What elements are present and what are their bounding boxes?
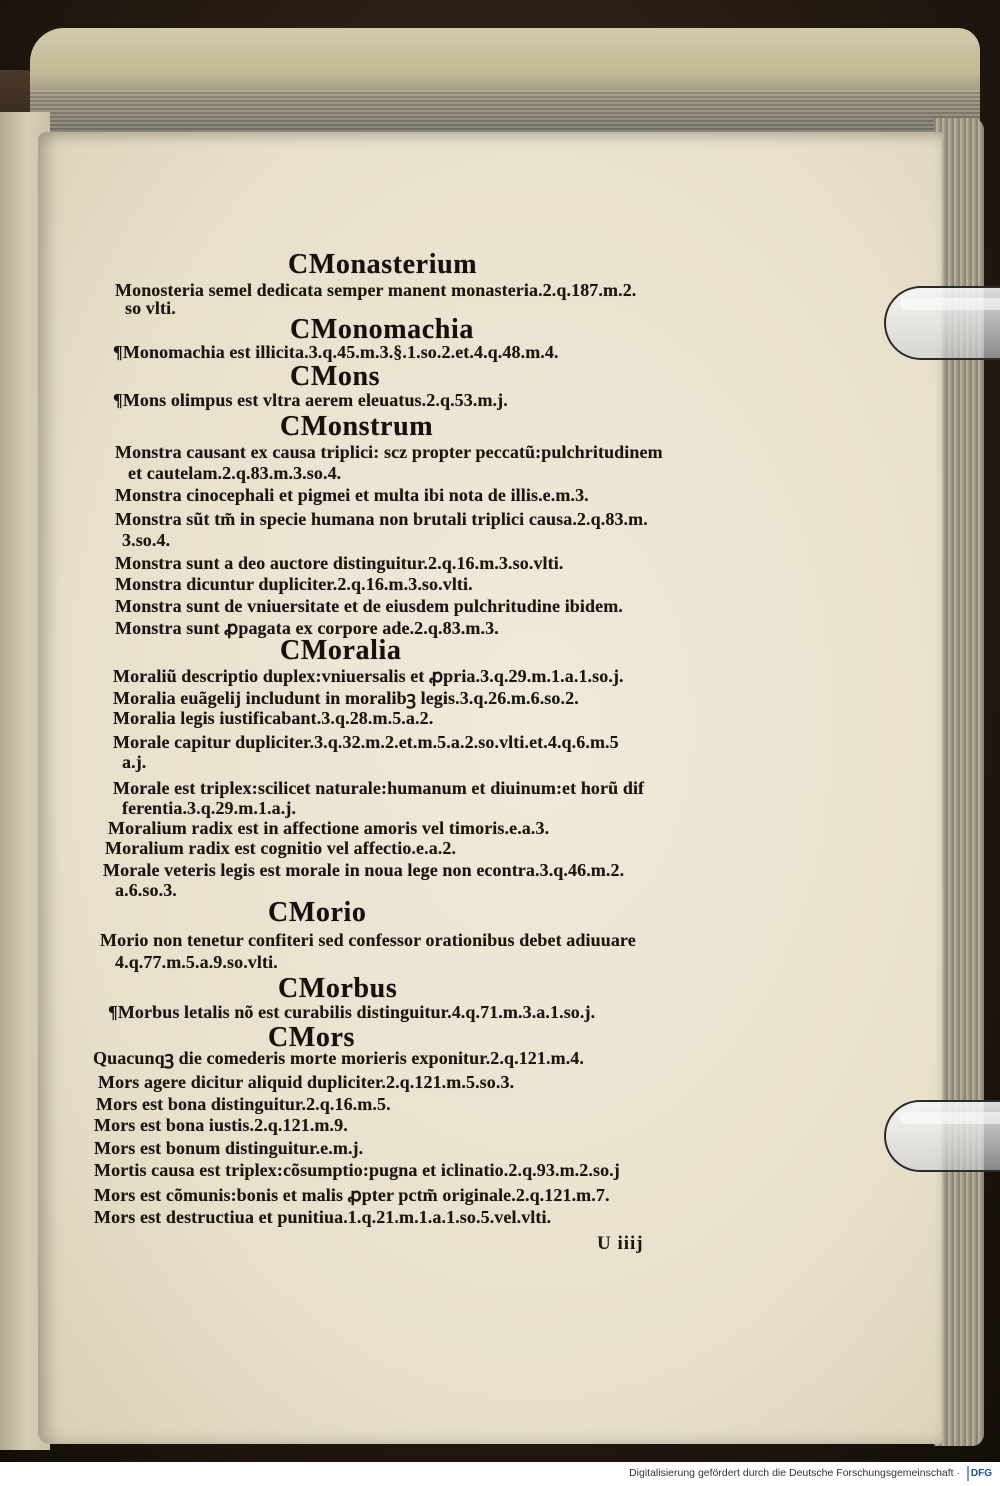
entry-line: Mors agere dicitur aliquid dupliciter.2.q.121.m.5.so.3.	[98, 1072, 515, 1092]
entry-line: Monosteria semel dedicata semper manent monasteria.2.q.187.m.2.	[115, 280, 637, 300]
entry-heading: CMorbus	[278, 973, 398, 1004]
entry-line: Morale est triplex:scilicet naturale:humanum et diuinum:et horũ dif	[113, 778, 645, 798]
entry-line: Mors est bona iustis.2.q.121.m.9.	[94, 1115, 348, 1135]
entry-line: Moralium radix est cognitio vel affectio.e.a.2.	[105, 838, 457, 858]
funding-credit: Digitalisierung gefördert durch die Deutsche Forschungsgemeinschaft ·	[629, 1467, 960, 1479]
entry-line: et cautelam.2.q.83.m.3.so.4.	[128, 463, 342, 483]
entry-line: Monstra sunt ꝓpagata ex corpore ade.2.q.83.m.3.	[115, 618, 499, 638]
entry-line: ¶Morbus letalis nõ est curabilis distinguitur.4.q.71.m.3.a.1.so.j.	[108, 1002, 596, 1022]
page-clip	[884, 286, 1000, 360]
entry-line: Mortis causa est triplex:cõsumptio:pugna et iclinatio.2.q.93.m.2.so.j	[94, 1160, 620, 1180]
dfg-logo: DFG	[967, 1466, 994, 1481]
page-clip	[884, 1100, 1000, 1172]
entry-heading: CMors	[268, 1022, 355, 1053]
entry-line: ferentia.3.q.29.m.1.a.j.	[122, 798, 297, 818]
entry-line: so vlti.	[125, 298, 176, 318]
entry-line: Morale veteris legis est morale in noua lege non econtra.3.q.46.m.2.	[103, 860, 625, 880]
credit-bar	[0, 1462, 1000, 1486]
entry-heading: CMons	[290, 361, 381, 392]
entry-line: 4.q.77.m.5.a.9.so.vlti.	[115, 952, 278, 972]
entry-heading: CMonasterium	[288, 249, 478, 280]
entry-heading: CMonomachia	[290, 314, 474, 345]
entry-line: Moraliũ descriptio duplex:vniuersalis et ꝓpria.3.q.29.m.1.a.1.so.j.	[113, 666, 624, 686]
signature-mark: U iiij	[597, 1233, 644, 1254]
entry-line: Monstra causant ex causa triplici: scz propter peccatũ:pulchritudinem	[115, 442, 663, 462]
entry-line: Moralium radix est in affectione amoris vel timoris.e.a.3.	[108, 818, 550, 838]
entry-line: Monstra sunt a deo auctore distinguitur.2.q.16.m.3.so.vlti.	[115, 553, 564, 573]
entry-line: Moralia euãgelij includunt in moralibꝫ legis.3.q.26.m.6.so.2.	[113, 688, 579, 708]
entry-line: ¶Mons olimpus est vltra aerem eleuatus.2.q.53.m.j.	[113, 390, 508, 410]
entry-line: Morale capitur dupliciter.3.q.32.m.2.et.m.5.a.2.so.vlti.et.4.q.6.m.5	[113, 732, 619, 752]
entry-heading: CMorio	[268, 897, 367, 928]
entry-line: Monstra dicuntur dupliciter.2.q.16.m.3.so.vlti.	[115, 574, 473, 594]
entry-line: Morio non tenetur confiteri sed confessor orationibus debet adiuuare	[100, 930, 636, 950]
entry-line: Mors est bona distinguitur.2.q.16.m.5.	[96, 1094, 391, 1114]
entry-heading: CMonstrum	[280, 411, 434, 442]
entry-line: 3.so.4.	[122, 530, 171, 550]
entry-line: Moralia legis iustificabant.3.q.28.m.5.a.2.	[113, 708, 434, 728]
entry-line: a.6.so.3.	[115, 880, 177, 900]
entry-line: Monstra sunt de vniuersitate et de eiusdem pulchritudine ibidem.	[115, 596, 623, 616]
entry-line: Quacunqꝫ die comederis morte morieris exponitur.2.q.121.m.4.	[93, 1048, 584, 1068]
entry-line: a.j.	[122, 752, 147, 772]
entry-line: Mors est cõmunis:bonis et malis ꝓpter pctm̃ originale.2.q.121.m.7.	[94, 1185, 610, 1205]
entry-heading: CMoralia	[280, 635, 402, 666]
entry-line: Mors est bonum distinguitur.e.m.j.	[94, 1138, 364, 1158]
entry-line: ¶Monomachia est illicita.3.q.45.m.3.§.1.so.2.et.4.q.48.m.4.	[113, 342, 559, 362]
entry-line: Monstra cinocephali et pigmei et multa ibi nota de illis.e.m.3.	[115, 485, 589, 505]
entry-line: Monstra sũt tm̃ in specie humana non brutali triplici causa.2.q.83.m.	[115, 509, 648, 529]
entry-line: Mors est destructiua et punitiua.1.q.21.m.1.a.1.so.5.vel.vlti.	[94, 1207, 552, 1227]
